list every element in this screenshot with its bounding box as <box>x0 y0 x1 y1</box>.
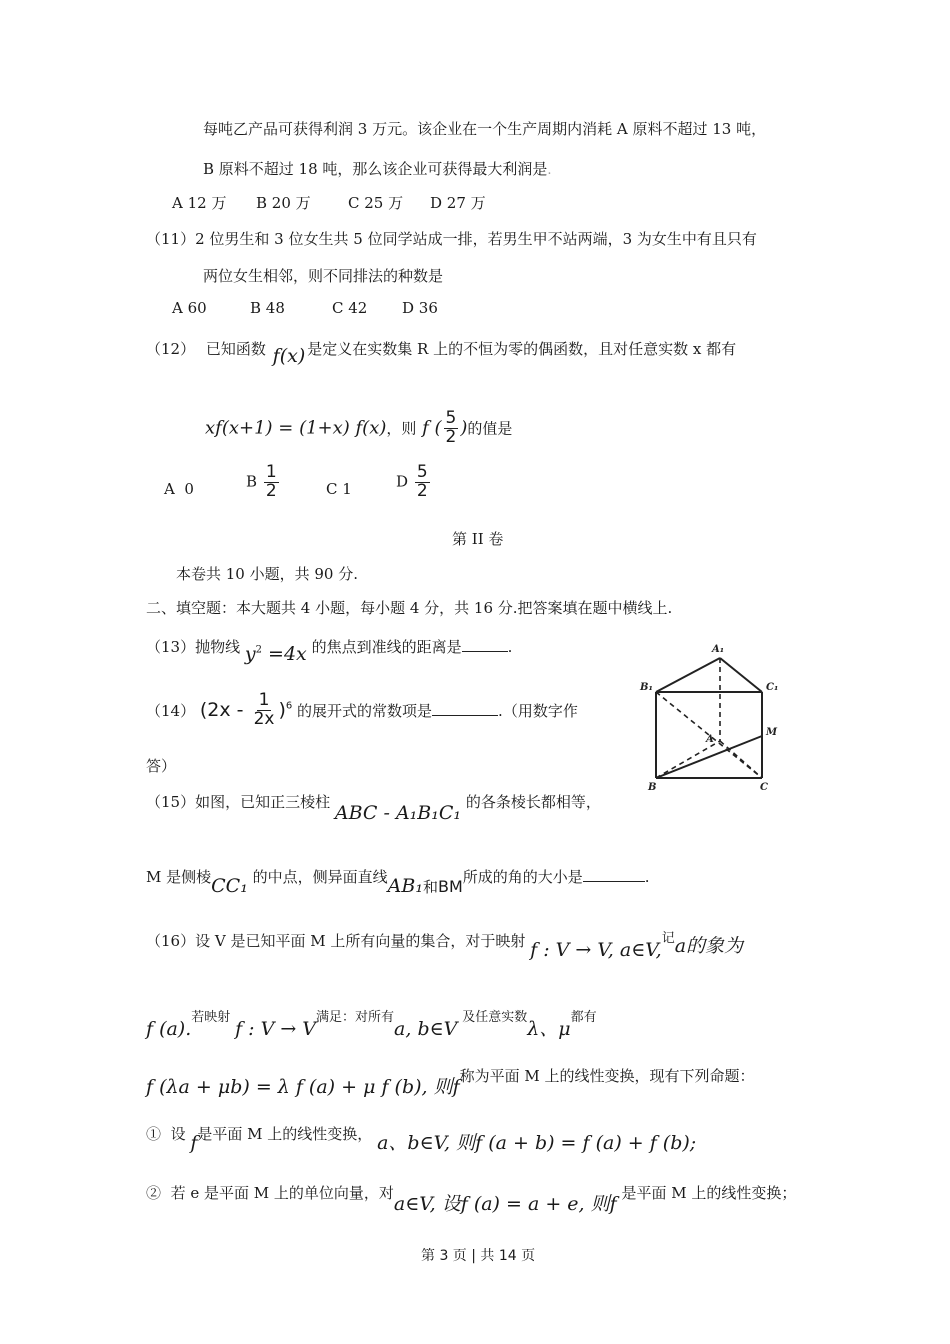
q12-fraction <box>444 410 459 447</box>
q16-line2 <box>146 1000 597 1040</box>
q10-line2 <box>203 158 552 179</box>
q15-post: 的各条棱长都相等， <box>465 793 601 811</box>
q13-pre: 抛物线 <box>195 638 241 656</box>
q14-post: 的展开式的常数项是 <box>297 701 433 720</box>
q16-line3 <box>146 1060 755 1098</box>
frac-num: 1 <box>258 690 270 710</box>
q10-line1: 每吨乙产品可获得利润 3 万元。该企业在一个生产周期内消耗 A 原料不超过 13 吨， <box>203 120 767 138</box>
q16-linear-eq: f (λa + μb) = λ f (a) + μ f (b), 则f <box>146 1076 460 1098</box>
q14-expression <box>199 690 293 729</box>
q12-fx: f(x) <box>272 345 306 367</box>
q16-map: f : V → V, a∈V, <box>530 939 662 961</box>
label-b1: B₁ <box>640 682 653 693</box>
item-post: 是平面 M 上的线性变换； <box>621 1184 797 1202</box>
q12-option-d <box>396 464 432 501</box>
q15-line-ab: AB₁ <box>387 875 423 897</box>
q16-line2-map: f : V → V <box>235 1018 317 1040</box>
q12-number: （12） <box>146 340 196 358</box>
q16-sat: 满足：对所有 <box>316 1010 395 1025</box>
q12-line1 <box>146 337 737 367</box>
label-m: M <box>766 727 778 738</box>
item-math: a、b∈V, 则f (a + b) = f (a) + f (b); <box>377 1132 697 1154</box>
q15-line2-post: 所成的角的大小是 <box>462 868 583 886</box>
q14-line <box>146 692 578 729</box>
q12-value-text: 的值是 <box>467 419 513 438</box>
option-letter: A <box>164 480 175 498</box>
q13-end: . <box>507 638 513 656</box>
q16-ab: a, b∈V <box>394 1018 458 1040</box>
q12-option-b <box>246 464 281 501</box>
q16-line1-text: 设 V 是已知平面 M 上所有向量的集合，对于映射 <box>195 932 526 950</box>
q15-pre: 如图，已知正三棱柱 <box>195 793 331 811</box>
q14-note-cont: 答） <box>146 757 177 775</box>
q13-post: 的焦点到准线的距离是 <box>311 638 462 656</box>
eq-exp: 2 <box>255 644 262 656</box>
q10-option-c: C 25 万 <box>348 194 404 212</box>
q11-option-c: C 42 <box>332 299 368 317</box>
q12-equation-line <box>205 410 512 447</box>
option-letter: C <box>326 480 338 498</box>
q13-number: （13） <box>146 638 196 656</box>
q12-option-c <box>326 480 352 498</box>
q15-line1 <box>146 790 601 824</box>
q12-f-open: f ( <box>422 417 442 439</box>
eq-y: y <box>244 643 256 665</box>
prism-figure <box>632 638 800 794</box>
q11-option-a: A 60 <box>172 299 207 317</box>
q16-item-2 <box>146 1177 797 1215</box>
q15-line-bm: BM <box>437 877 463 896</box>
eq-rhs: =4x <box>268 643 307 665</box>
q12-f-close: ) <box>460 417 468 439</box>
q15-line2-pre: M 是侧棱 <box>146 868 212 886</box>
q12-option-a <box>164 480 194 498</box>
q16-ji: 记 <box>661 931 675 946</box>
q15-end: . <box>644 868 650 886</box>
label-a: A <box>706 734 714 745</box>
expr-close: ) <box>278 698 286 721</box>
q15-prism: ABC - A₁B₁C₁ <box>334 802 462 824</box>
option-letter: B <box>246 472 258 491</box>
option-letter: D <box>396 472 409 491</box>
q12-text-post: 是定义在实数集 R 上的不恒为零的偶函数，且对任意实数 x 都有 <box>307 340 737 358</box>
q16-lambda-mu: λ、μ <box>527 1018 571 1040</box>
q15-edge: CC₁ <box>211 875 248 897</box>
q15-answer-blank[interactable] <box>583 869 645 882</box>
q11-line1 <box>146 228 757 249</box>
q13-equation <box>245 643 307 665</box>
paragraph-mark: . <box>547 163 552 178</box>
q16-any: 及任意实数 <box>462 1010 528 1025</box>
q10-option-b: B 20 万 <box>256 194 311 212</box>
page-footer: 第 3 页 | 共 14 页 <box>421 1248 536 1264</box>
expr-exp: 6 <box>285 700 293 712</box>
q16-line1 <box>146 925 744 961</box>
item-pre: 若 e 是平面 M 上的单位向量，对 <box>170 1184 394 1202</box>
label-b: B <box>648 782 657 793</box>
frac-den: 2 <box>445 426 457 447</box>
q16-all: 都有 <box>570 1010 597 1025</box>
item-pre: 设 <box>170 1125 186 1143</box>
q15-number: （15） <box>146 793 196 811</box>
q13-line <box>146 635 513 665</box>
frac-num: 5 <box>445 408 457 428</box>
section-title: 第 II 卷 <box>452 530 504 548</box>
q10-option-d: D 27 万 <box>430 194 486 212</box>
q14-note: .（用数字作 <box>498 701 578 720</box>
item-f: f <box>190 1132 198 1154</box>
q12-text-pre: 已知函数 <box>205 340 266 358</box>
section-heading: 二、填空题：本大题共 4 小题，每小题 4 分，共 16 分.把答案填在题中横线上. <box>146 599 673 617</box>
q11-line2: 两位女生相邻，则不同排法的种数是 <box>203 267 444 285</box>
q15-line2 <box>146 865 650 897</box>
q16-number: （16） <box>146 932 196 950</box>
q10-line2-text: B 原料不超过 18 吨，那么该企业可获得最大利润是 <box>203 160 548 178</box>
q15-line2-mid: 的中点，侧异面直线 <box>252 868 388 886</box>
option-value: 0 <box>184 480 194 498</box>
q11-option-b: B 48 <box>250 299 285 317</box>
label-c1: C₁ <box>766 682 779 693</box>
frac-den: 2x <box>253 708 275 729</box>
q14-number: （14） <box>146 701 196 720</box>
section-intro: 本卷共 10 小题，共 90 分. <box>176 565 359 583</box>
label-a1: A₁ <box>712 644 725 655</box>
q16-line3-text: 称为平面 M 上的线性变换，现有下列命题： <box>459 1067 755 1085</box>
option-value: 1 <box>342 480 352 498</box>
item-marker: ② <box>146 1184 162 1202</box>
item-math: a∈V, 设f (a) = a + e, 则f <box>393 1193 617 1215</box>
q11-number: （11） <box>146 230 196 248</box>
q14-answer-blank[interactable] <box>432 703 498 716</box>
q12-then: ，则 <box>386 419 417 438</box>
q12-equation: xf(x+1) = (1+x) f(x) <box>205 417 387 439</box>
label-c: C <box>760 782 768 793</box>
q10-option-a: A 12 万 <box>172 194 227 212</box>
q13-answer-blank[interactable] <box>462 639 508 652</box>
item-mid: 是平面 M 上的线性变换， <box>197 1125 373 1143</box>
frac-num: 1 <box>265 462 277 482</box>
option-fraction <box>264 464 279 501</box>
q11-option-d: D 36 <box>402 299 438 317</box>
expr-open: (2x - <box>199 698 244 721</box>
prism-diagram <box>632 638 800 794</box>
item-marker: ① <box>146 1125 162 1143</box>
expr-fraction <box>252 692 277 729</box>
q15-and: 和 <box>422 878 438 896</box>
q16-item-1 <box>146 1118 697 1154</box>
q11-text: 2 位男生和 3 位女生共 5 位同学站成一排，若男生甲不站两端，3 为女生中有且只有 <box>195 230 757 248</box>
frac-den: 2 <box>416 480 428 501</box>
frac-num: 5 <box>416 462 428 482</box>
q16-fa: f (a). <box>146 1018 192 1040</box>
frac-den: 2 <box>265 480 277 501</box>
q16-a-image: a的象为 <box>674 935 744 957</box>
q16-if: 若映射 <box>191 1010 231 1025</box>
option-fraction <box>415 464 430 501</box>
